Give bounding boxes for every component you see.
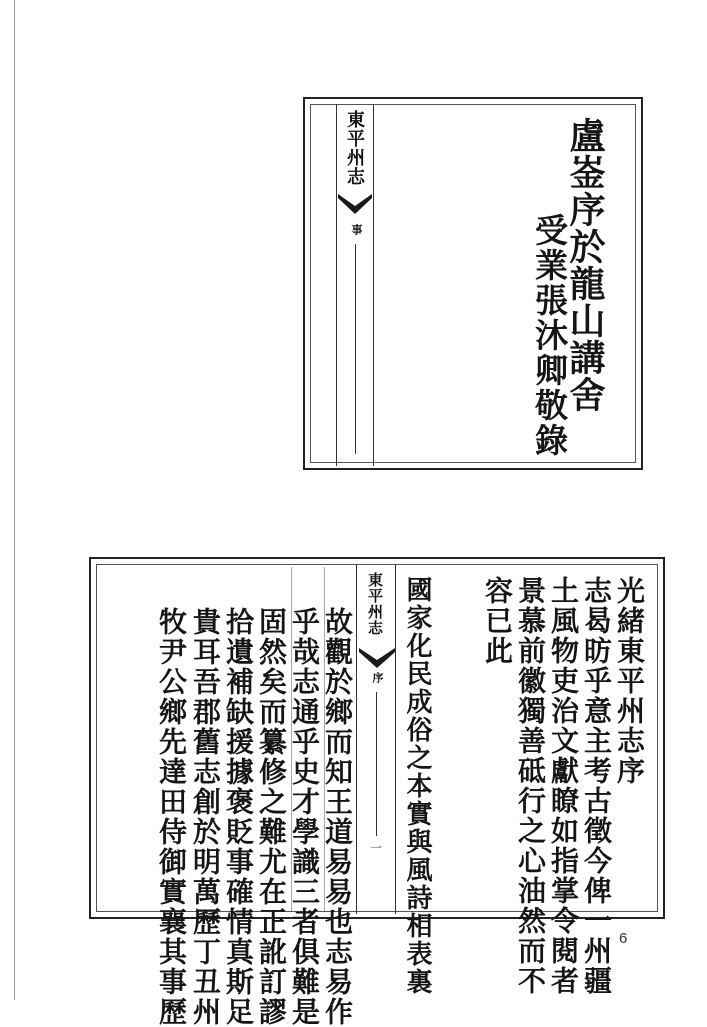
upper-fold-label: 事 <box>350 224 363 235</box>
text-column-1: 光緒東平州志序 <box>613 576 646 786</box>
page-number: 6 <box>619 930 628 947</box>
text-column-7: 故觀於鄉而知王道易易也志易作 <box>321 607 354 1027</box>
text-column-11: 貴耳吾郡舊志創於明萬歷丁丑州 <box>189 607 222 1027</box>
text-column-5: 容已此 <box>481 576 514 666</box>
lower-text-block <box>89 557 665 1027</box>
lower-fish-tail-mark <box>359 648 395 672</box>
upper-fold-rule <box>355 244 356 454</box>
upper-fold-strip <box>336 104 374 466</box>
text-column-4: 景慕前徽獨善砥行之心油然而不 <box>514 576 547 996</box>
lower-fold-rule <box>376 692 377 836</box>
upper-banner-title: 東平州志 <box>344 110 365 186</box>
text-column-3: 土風物吏治文獻瞭如指掌令閱者 <box>547 576 580 996</box>
text-column-2: 志曷昉乎意主考古徵今俾一州疆 <box>580 576 613 996</box>
upper-author-column: 受業張沐卿敬錄 <box>530 213 569 458</box>
text-column-8: 乎哉志通乎史才學識三者俱難是 <box>288 607 321 1027</box>
upper-fish-tail-mark <box>338 194 372 218</box>
lower-fold-label: 序 <box>371 672 384 683</box>
lower-fold-tick: 一 <box>370 841 383 855</box>
upper-text-block <box>303 97 643 470</box>
lower-banner-title: 東平州志 <box>366 572 384 636</box>
text-column-10: 拾遺補缺援據褒貶事確情真斯足 <box>222 607 255 1027</box>
text-column-12: 牧尹公鄉先達田侍御實襄其事歷 <box>155 607 188 1027</box>
text-column-6: 國家化民成俗之本實與風詩相表裏 <box>402 576 432 996</box>
page-left-edge <box>14 0 15 1000</box>
upper-title-column: 盧崟序於龍山講舍 <box>564 117 606 413</box>
lower-fold-strip <box>356 564 396 914</box>
text-column-9: 固然矣而纂修之難尤在正訛訂謬 <box>255 607 288 1027</box>
